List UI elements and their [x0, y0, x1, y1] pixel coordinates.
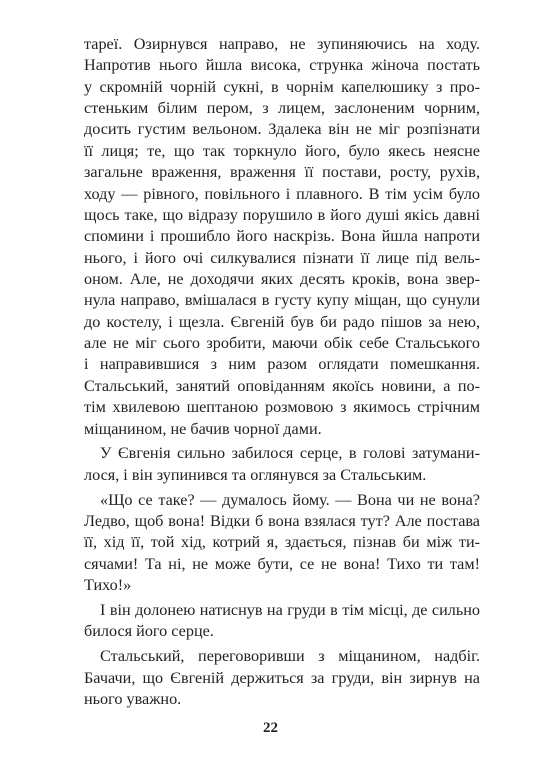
- text-line: оном. Але, не доходячи яких десять кроків, вона звер-: [84, 269, 480, 288]
- text-line: Тихо!»: [84, 576, 132, 595]
- text-line: міщанином, не бачив чорної дами.: [84, 419, 322, 438]
- text-line: лося, і він зупинився та оглянувся за Стальським.: [84, 465, 427, 484]
- text-line: і направившися з ним разом оглядати помешкання.: [84, 355, 480, 374]
- text-line: сячами! Та ні, не може бути, се не вона! Тихо ти там!: [84, 554, 480, 573]
- text-line: щось таке, що відразу порушило в його душі якісь давні: [84, 205, 480, 224]
- text-line: Напротив нього йшла висока, струнка жіноча постать: [84, 56, 480, 75]
- page-number: 22: [263, 720, 278, 736]
- text-line: стеньким білим пером, з лицем, заслоненим чорним,: [84, 99, 480, 118]
- text-line: У Євгенія сильно забилося серце, в голові затумани-: [100, 444, 480, 463]
- text-line: до костелу, і щезла. Євгеній був би радо пішов за нею,: [84, 312, 480, 331]
- text-line: нього уважно.: [84, 690, 182, 708]
- text-line: тареї. Озирнувся направо, не зупиняючись на ходу.: [84, 35, 480, 53]
- text-line: її лиця; те, що так торкнуло його, було якесь неясне: [84, 141, 480, 160]
- text-line: билося його серце.: [84, 622, 214, 641]
- text-line: Ледво, щоб вона! Відки б вона взялася тут? Але постава: [84, 512, 480, 530]
- text-line: але не міг сього зробити, маючи обік себе Стальського: [84, 334, 480, 352]
- text-line: ходу — рівного, повільного і плавного. В тім усім було: [84, 184, 480, 203]
- text-line: спомини і прошибло його наскрізь. Вона йшла напроти: [84, 227, 480, 246]
- text-line: загальне враження, враження її постави, росту, рухів,: [84, 163, 480, 182]
- text-line: її, хід її, той хід, котрий я, здається, пізнав би між ти-: [84, 533, 480, 552]
- text-line: тім хвилевою шептаною розмовою з якимось стрічним: [84, 398, 480, 417]
- text-line: нього, і його очі силкувалися пізнати її лице під вель-: [84, 248, 480, 267]
- text-line: нула направо, вмішалася в густу купу міщан, що сунули: [84, 291, 480, 310]
- text-line: Бачачи, що Євгеній держиться за груди, він зирнув на: [84, 668, 480, 687]
- text-line: у скромній чорній сукні, в чорнім капелюшику з про-: [84, 77, 480, 96]
- text-line: І він долонею натиснув на груди в тім місці, де сильно: [100, 600, 480, 619]
- text-line: «Що се таке? — думалось йому. — Вона чи не вона?: [100, 490, 480, 509]
- text-line: досить густим вельоном. Здалека він не міг розпізнати: [84, 120, 480, 139]
- text-line: Стальський, занятий оповіданням якоїсь новини, а по-: [84, 376, 480, 395]
- text-line: Стальський, переговоривши з міщанином, надбіг.: [100, 647, 480, 666]
